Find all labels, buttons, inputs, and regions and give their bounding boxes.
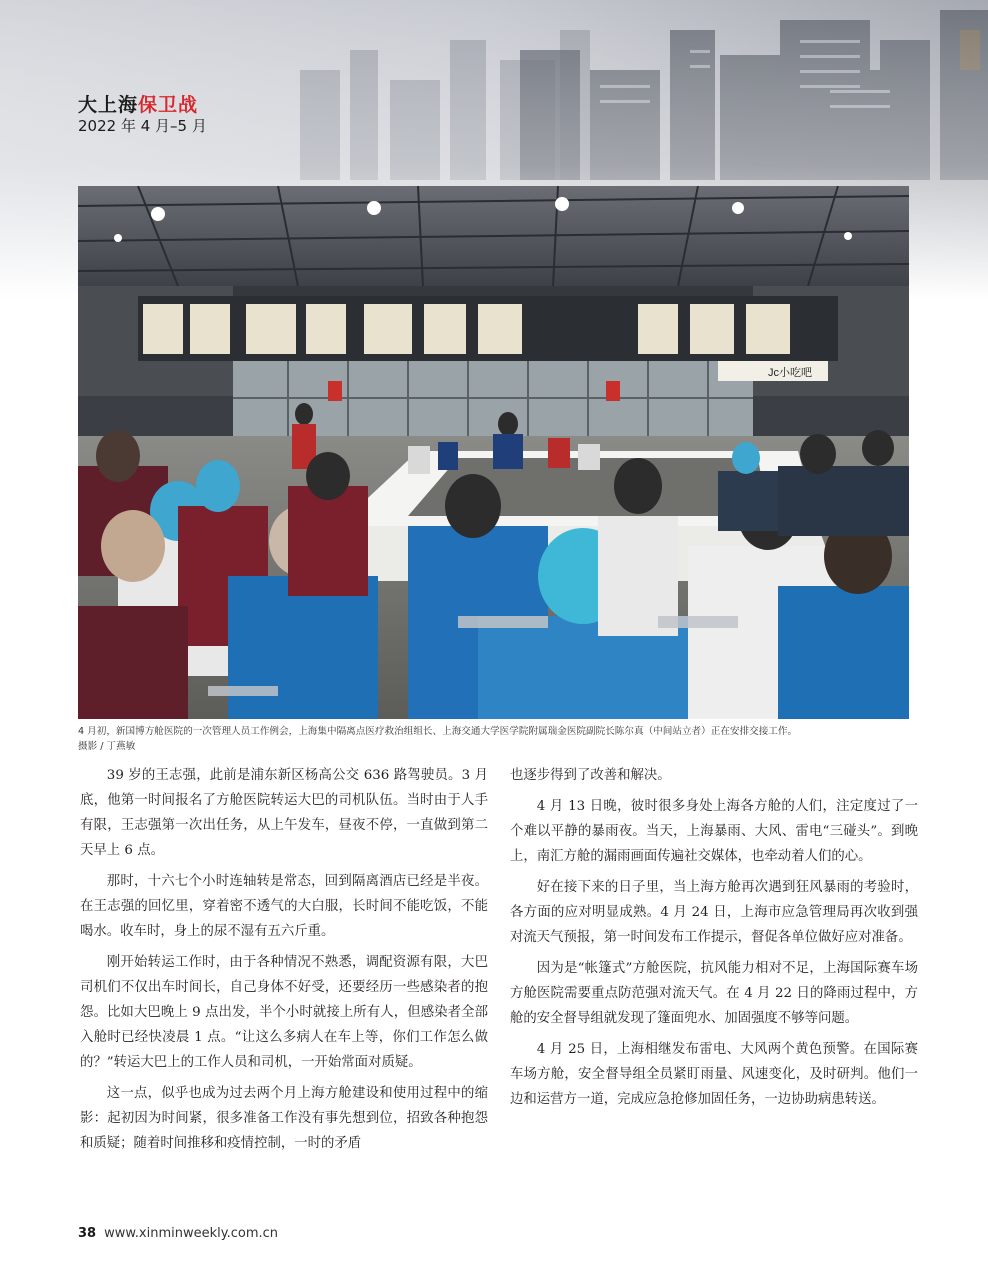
- paragraph: 4 月 25 日，上海相继发布雷电、大风两个黄色预警。在国际赛车场方舱，安全督导组全员紧盯雨量、风速变化，及时研判。他们一边和运营方一道，完成应急抢修加固任务，一边协助病患转送。: [510, 1042, 918, 1107]
- page-footer: [78, 1226, 278, 1241]
- meeting-photo-illustration: [78, 186, 909, 719]
- page-number: 38: [78, 1226, 97, 1241]
- rubric-accent: 保卫战: [138, 94, 199, 116]
- paragraph: 那时，十六七个小时连轴转是常态，回到隔离酒店已经是半夜。在王志强的回忆里，穿着密不透气的大白服，长时间不能吃饭，不能喝水。收车时，身上的尿不湿有五六斤重。: [80, 874, 488, 939]
- paragraph: 39 岁的王志强，此前是浦东新区杨高公交 636 路驾驶员。3 月底，他第一时间报名了方舱医院转运大巴的司机队伍。当时由于人手有限，王志强第一次出任务，从上午发车，昼夜不停，一直做到第二天早上 6 点。: [80, 768, 488, 858]
- article-right-column: [510, 763, 918, 1118]
- photo-caption: [78, 724, 918, 754]
- paragraph: 刚开始转运工作时，由于各种情况不熟悉，调配资源有限，大巴司机们不仅出车时间长，自己身体不好受，还要经历一些感染者的抱怨。比如大巴晚上 9 点出发，半个小时就接上所有人，但感染者全部入舱时已经快凌晨 1 点。“让这么多病人在车上等，你们工作怎么做的？”转运大巴上的工作人员和司机，一开始常面对质疑。: [80, 955, 488, 1070]
- paragraph: 也逐步得到了改善和解决。: [510, 768, 671, 783]
- article-left-column: [80, 763, 488, 1162]
- shop-sign-text: Jc小吃吧: [768, 367, 812, 379]
- paragraph: 4 月 13 日晚，彼时很多身处上海各方舱的人们，注定度过了一个难以平静的暴雨夜。当天，上海暴雨、大风、雷电“三碰头”。到晚上，南汇方舱的漏雨画面传遍社交媒体，也牵动着人们的心。: [510, 799, 918, 864]
- rubric-main: 大上海: [78, 94, 139, 116]
- caption-text: 4 月初，新国博方舱医院的一次管理人员工作例会，上海集中隔离点医疗救治组组长、上海交通大学医学院附属瑞金医院副院长陈尔真（中间站立者）正在安排交接工作。: [78, 726, 798, 737]
- paragraph: 这一点，似乎也成为过去两个月上海方舱建设和使用过程中的缩影：起初因为时间紧，很多准备工作没有事先想到位，招致各种抱怨和质疑；随着时间推移和疫情控制，一时的矛盾: [80, 1086, 488, 1151]
- paragraph: 好在接下来的日子里，当上海方舱再次遇到狂风暴雨的考验时，各方面的应对明显成熟。4 月 24 日，上海市应急管理局再次收到强对流天气预报，第一时间发布工作提示，督促各单位做好应对准备。: [510, 880, 918, 945]
- issue-date: 2022 年 4 月–5 月: [78, 117, 207, 135]
- photo-credit: 摄影 / 丁燕敏: [78, 741, 136, 752]
- paragraph: 因为是“帐篷式”方舱医院，抗风能力相对不足，上海国际赛车场方舱医院需要重点防范强对流天气。在 4 月 22 日的降雨过程中，方舱的安全督导组就发现了篷面兜水、加固强度不够等问题。: [510, 961, 918, 1026]
- section-rubric: [78, 90, 198, 117]
- meeting-photo: [78, 186, 909, 719]
- website-url: www.xinminweekly.com.cn: [104, 1226, 279, 1241]
